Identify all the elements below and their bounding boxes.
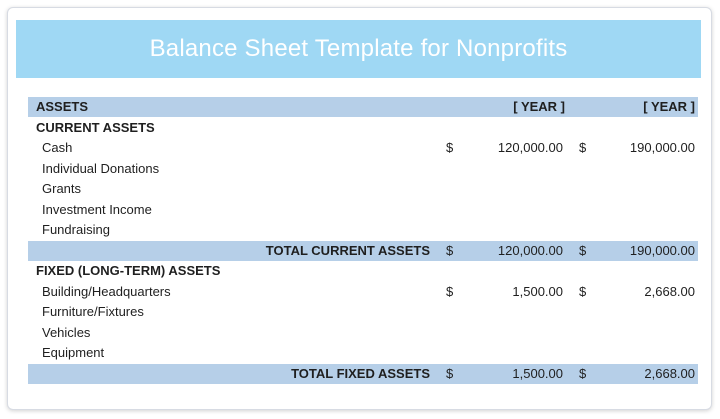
table-row[interactable] [28, 138, 698, 158]
row-label: Fundraising [42, 222, 110, 237]
table-row[interactable] [28, 282, 698, 302]
total-label: TOTAL FIXED ASSETS [291, 366, 430, 381]
current-assets-heading-row [28, 118, 698, 138]
row-label: Investment Income [42, 202, 152, 217]
currency-symbol: $ [446, 243, 454, 258]
table-row[interactable] [28, 220, 698, 240]
assets-header-row [28, 97, 698, 117]
year-column-2-header[interactable]: [ YEAR ] [643, 99, 695, 114]
row-label: Furniture/Fixtures [42, 304, 144, 319]
currency-symbol: $ [579, 140, 587, 155]
year-2-value[interactable]: 190,000.00 [629, 140, 695, 155]
row-label: Cash [42, 140, 73, 155]
row-label: Building/Headquarters [42, 284, 171, 299]
page-title: Balance Sheet Template for Nonprofits [149, 35, 568, 62]
fixed-assets-heading-row [28, 261, 698, 281]
fixed-assets-heading: FIXED (LONG-TERM) ASSETS [36, 263, 221, 278]
total-year-2-value: 2,668.00 [644, 366, 695, 381]
currency-symbol: $ [579, 366, 587, 381]
year-column-1-header[interactable]: [ YEAR ] [513, 99, 565, 114]
row-label: Vehicles [42, 325, 91, 340]
total-year-2-value: 190,000.00 [629, 243, 695, 258]
year-1-value[interactable]: 120,000.00 [497, 140, 563, 155]
currency-symbol: $ [446, 284, 454, 299]
year-2-value[interactable]: 2,668.00 [644, 284, 695, 299]
row-label: Grants [42, 181, 82, 196]
currency-symbol: $ [446, 366, 454, 381]
table-row[interactable] [28, 323, 698, 343]
row-label: Equipment [42, 345, 105, 360]
table-row[interactable] [28, 302, 698, 322]
total-current-assets-row [28, 241, 698, 261]
table-row[interactable] [28, 343, 698, 363]
total-year-1-value: 1,500.00 [512, 366, 563, 381]
currency-symbol: $ [579, 284, 587, 299]
row-label: Individual Donations [42, 161, 160, 176]
total-year-1-value: 120,000.00 [497, 243, 563, 258]
total-label: TOTAL CURRENT ASSETS [265, 243, 430, 258]
assets-header-label: ASSETS [36, 99, 89, 114]
table-row[interactable] [28, 200, 698, 220]
current-assets-heading: CURRENT ASSETS [36, 120, 155, 135]
table-row[interactable] [28, 179, 698, 199]
title-banner [16, 20, 701, 78]
currency-symbol: $ [579, 243, 587, 258]
year-1-value[interactable]: 1,500.00 [512, 284, 563, 299]
total-fixed-assets-row [28, 364, 698, 384]
currency-symbol: $ [446, 140, 454, 155]
table-row[interactable] [28, 159, 698, 179]
